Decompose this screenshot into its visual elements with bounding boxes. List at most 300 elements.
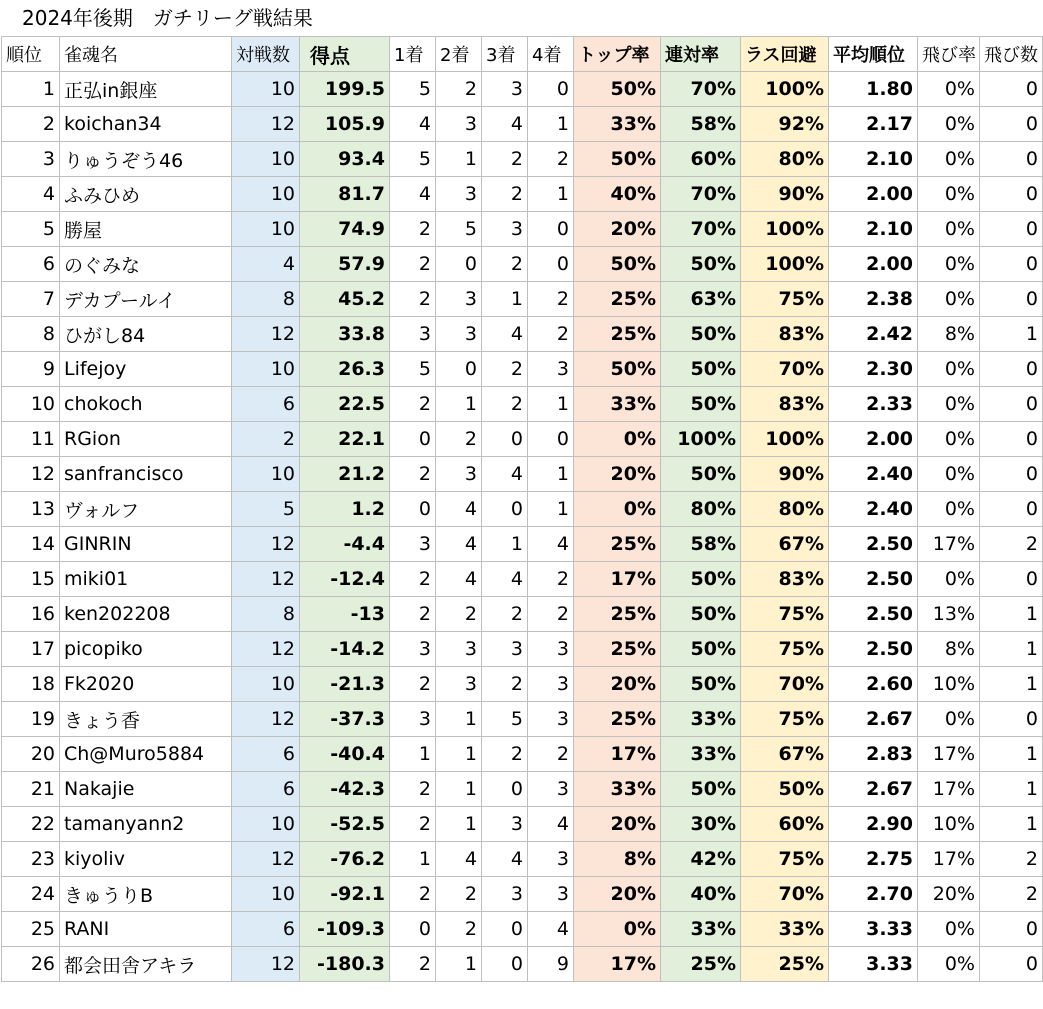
table-row xyxy=(2,142,1043,177)
cell-fourth: 3 xyxy=(528,772,574,807)
cell-bust-count: 1 xyxy=(980,632,1043,667)
cell-points: 21.2 xyxy=(300,457,390,492)
cell-rentai-rate: 63% xyxy=(661,282,741,317)
cell-first: 1 xyxy=(390,737,436,772)
cell-games: 6 xyxy=(232,912,300,947)
cell-rank: 16 xyxy=(2,597,60,632)
cell-top-rate: 33% xyxy=(574,107,661,142)
cell-games: 12 xyxy=(232,702,300,737)
cell-bust-rate: 0% xyxy=(918,702,980,737)
table-row xyxy=(2,807,1043,842)
cell-games: 10 xyxy=(232,212,300,247)
cell-bust-rate: 0% xyxy=(918,352,980,387)
cell-rentai-rate: 33% xyxy=(661,702,741,737)
cell-name: tamanyann2 xyxy=(60,807,232,842)
cell-bust-rate: 10% xyxy=(918,667,980,702)
cell-name: Lifejoy xyxy=(60,352,232,387)
cell-bust-rate: 0% xyxy=(918,72,980,107)
cell-first: 5 xyxy=(390,72,436,107)
cell-rentai-rate: 70% xyxy=(661,177,741,212)
cell-bust-count: 0 xyxy=(980,947,1043,982)
cell-top-rate: 25% xyxy=(574,282,661,317)
cell-bust-count: 0 xyxy=(980,562,1043,597)
cell-third: 0 xyxy=(482,492,528,527)
cell-first: 2 xyxy=(390,667,436,702)
cell-last-avoid: 83% xyxy=(741,317,829,352)
cell-third: 4 xyxy=(482,107,528,142)
header-rank: 順位 xyxy=(2,37,60,72)
cell-bust-rate: 0% xyxy=(918,457,980,492)
cell-second: 1 xyxy=(436,807,482,842)
cell-name: のぐみな xyxy=(60,247,232,282)
cell-rank: 19 xyxy=(2,702,60,737)
cell-second: 2 xyxy=(436,877,482,912)
cell-games: 12 xyxy=(232,562,300,597)
cell-avg-rank: 2.42 xyxy=(829,317,918,352)
cell-points: -109.3 xyxy=(300,912,390,947)
cell-rank: 5 xyxy=(2,212,60,247)
cell-points: 45.2 xyxy=(300,282,390,317)
cell-top-rate: 40% xyxy=(574,177,661,212)
cell-second: 3 xyxy=(436,317,482,352)
cell-first: 3 xyxy=(390,317,436,352)
cell-name: 正弘in銀座 xyxy=(60,72,232,107)
cell-last-avoid: 90% xyxy=(741,177,829,212)
cell-top-rate: 25% xyxy=(574,702,661,737)
cell-last-avoid: 83% xyxy=(741,562,829,597)
cell-second: 3 xyxy=(436,107,482,142)
cell-fourth: 3 xyxy=(528,632,574,667)
cell-points: 74.9 xyxy=(300,212,390,247)
table-row xyxy=(2,912,1043,947)
table-row xyxy=(2,387,1043,422)
cell-first: 3 xyxy=(390,632,436,667)
table-row xyxy=(2,772,1043,807)
cell-third: 4 xyxy=(482,317,528,352)
cell-top-rate: 17% xyxy=(574,737,661,772)
cell-name: chokoch xyxy=(60,387,232,422)
cell-games: 10 xyxy=(232,352,300,387)
cell-third: 2 xyxy=(482,737,528,772)
cell-fourth: 2 xyxy=(528,737,574,772)
cell-games: 2 xyxy=(232,422,300,457)
header-second: 2着 xyxy=(436,37,482,72)
cell-games: 6 xyxy=(232,737,300,772)
cell-games: 10 xyxy=(232,72,300,107)
cell-points: 199.5 xyxy=(300,72,390,107)
cell-rank: 11 xyxy=(2,422,60,457)
cell-first: 2 xyxy=(390,877,436,912)
cell-games: 4 xyxy=(232,247,300,282)
cell-second: 0 xyxy=(436,247,482,282)
cell-last-avoid: 80% xyxy=(741,142,829,177)
cell-second: 1 xyxy=(436,142,482,177)
cell-top-rate: 25% xyxy=(574,317,661,352)
cell-bust-count: 0 xyxy=(980,177,1043,212)
cell-rentai-rate: 25% xyxy=(661,947,741,982)
cell-avg-rank: 2.67 xyxy=(829,772,918,807)
cell-first: 5 xyxy=(390,352,436,387)
table-row xyxy=(2,177,1043,212)
cell-rank: 17 xyxy=(2,632,60,667)
cell-bust-count: 1 xyxy=(980,597,1043,632)
cell-bust-count: 1 xyxy=(980,317,1043,352)
table-row xyxy=(2,107,1043,142)
cell-rentai-rate: 50% xyxy=(661,247,741,282)
cell-second: 3 xyxy=(436,457,482,492)
cell-games: 10 xyxy=(232,807,300,842)
cell-fourth: 0 xyxy=(528,247,574,282)
cell-name: Nakajie xyxy=(60,772,232,807)
cell-top-rate: 0% xyxy=(574,912,661,947)
cell-second: 3 xyxy=(436,632,482,667)
cell-last-avoid: 75% xyxy=(741,842,829,877)
cell-rentai-rate: 50% xyxy=(661,597,741,632)
cell-bust-rate: 0% xyxy=(918,947,980,982)
cell-rank: 7 xyxy=(2,282,60,317)
header-avg-rank: 平均順位 xyxy=(829,37,918,72)
cell-name: 都会田舎アキラ xyxy=(60,947,232,982)
cell-rentai-rate: 70% xyxy=(661,72,741,107)
cell-avg-rank: 2.00 xyxy=(829,247,918,282)
cell-games: 6 xyxy=(232,772,300,807)
cell-fourth: 1 xyxy=(528,177,574,212)
cell-bust-rate: 17% xyxy=(918,842,980,877)
cell-avg-rank: 1.80 xyxy=(829,72,918,107)
cell-avg-rank: 2.67 xyxy=(829,702,918,737)
cell-first: 0 xyxy=(390,422,436,457)
cell-last-avoid: 100% xyxy=(741,247,829,282)
cell-top-rate: 25% xyxy=(574,527,661,562)
cell-name: miki01 xyxy=(60,562,232,597)
cell-bust-rate: 0% xyxy=(918,282,980,317)
cell-rank: 23 xyxy=(2,842,60,877)
cell-games: 10 xyxy=(232,142,300,177)
cell-avg-rank: 2.33 xyxy=(829,387,918,422)
cell-games: 6 xyxy=(232,387,300,422)
cell-bust-count: 0 xyxy=(980,212,1043,247)
cell-top-rate: 20% xyxy=(574,457,661,492)
cell-rentai-rate: 70% xyxy=(661,212,741,247)
cell-third: 0 xyxy=(482,422,528,457)
cell-third: 4 xyxy=(482,457,528,492)
cell-points: -13 xyxy=(300,597,390,632)
cell-bust-rate: 0% xyxy=(918,107,980,142)
cell-rentai-rate: 80% xyxy=(661,492,741,527)
cell-third: 3 xyxy=(482,632,528,667)
cell-bust-rate: 0% xyxy=(918,422,980,457)
cell-first: 3 xyxy=(390,702,436,737)
cell-games: 8 xyxy=(232,282,300,317)
cell-points: 22.1 xyxy=(300,422,390,457)
cell-top-rate: 50% xyxy=(574,72,661,107)
cell-second: 4 xyxy=(436,562,482,597)
cell-first: 2 xyxy=(390,457,436,492)
cell-last-avoid: 75% xyxy=(741,702,829,737)
cell-rentai-rate: 50% xyxy=(661,457,741,492)
cell-avg-rank: 2.50 xyxy=(829,597,918,632)
cell-third: 3 xyxy=(482,212,528,247)
cell-bust-count: 0 xyxy=(980,352,1043,387)
cell-points: 81.7 xyxy=(300,177,390,212)
cell-second: 4 xyxy=(436,492,482,527)
cell-avg-rank: 2.17 xyxy=(829,107,918,142)
cell-name: きゅうりB xyxy=(60,877,232,912)
table-row xyxy=(2,212,1043,247)
cell-bust-count: 2 xyxy=(980,842,1043,877)
cell-third: 2 xyxy=(482,247,528,282)
table-row xyxy=(2,317,1043,352)
cell-name: 勝屋 xyxy=(60,212,232,247)
cell-second: 4 xyxy=(436,842,482,877)
cell-avg-rank: 2.40 xyxy=(829,457,918,492)
cell-first: 4 xyxy=(390,177,436,212)
cell-name: ヴォルフ xyxy=(60,492,232,527)
cell-games: 12 xyxy=(232,632,300,667)
cell-games: 5 xyxy=(232,492,300,527)
cell-name: きょう香 xyxy=(60,702,232,737)
cell-fourth: 1 xyxy=(528,492,574,527)
cell-name: RGion xyxy=(60,422,232,457)
header-last-avoid: ラス回避 xyxy=(741,37,829,72)
cell-name: ふみひめ xyxy=(60,177,232,212)
cell-avg-rank: 2.40 xyxy=(829,492,918,527)
cell-first: 5 xyxy=(390,142,436,177)
cell-third: 0 xyxy=(482,912,528,947)
cell-bust-count: 0 xyxy=(980,422,1043,457)
cell-points: -180.3 xyxy=(300,947,390,982)
cell-last-avoid: 70% xyxy=(741,352,829,387)
cell-bust-rate: 20% xyxy=(918,877,980,912)
cell-rank: 15 xyxy=(2,562,60,597)
header-rentai-rate: 連対率 xyxy=(661,37,741,72)
cell-points: -21.3 xyxy=(300,667,390,702)
cell-rentai-rate: 33% xyxy=(661,912,741,947)
cell-bust-count: 0 xyxy=(980,247,1043,282)
header-games: 対戦数 xyxy=(232,37,300,72)
cell-name: デカプールイ xyxy=(60,282,232,317)
cell-last-avoid: 75% xyxy=(741,282,829,317)
cell-avg-rank: 2.50 xyxy=(829,632,918,667)
cell-rentai-rate: 42% xyxy=(661,842,741,877)
cell-avg-rank: 2.90 xyxy=(829,807,918,842)
table-row xyxy=(2,667,1043,702)
cell-third: 2 xyxy=(482,142,528,177)
cell-avg-rank: 2.83 xyxy=(829,737,918,772)
cell-bust-count: 2 xyxy=(980,877,1043,912)
cell-avg-rank: 2.75 xyxy=(829,842,918,877)
table-row xyxy=(2,562,1043,597)
cell-second: 0 xyxy=(436,352,482,387)
cell-rentai-rate: 100% xyxy=(661,422,741,457)
cell-name: Ch@Muro5884 xyxy=(60,737,232,772)
cell-fourth: 1 xyxy=(528,107,574,142)
cell-avg-rank: 2.50 xyxy=(829,527,918,562)
cell-games: 10 xyxy=(232,177,300,212)
cell-rank: 2 xyxy=(2,107,60,142)
cell-top-rate: 0% xyxy=(574,492,661,527)
cell-first: 2 xyxy=(390,772,436,807)
cell-rank: 4 xyxy=(2,177,60,212)
cell-rentai-rate: 33% xyxy=(661,737,741,772)
header-points: 得点 xyxy=(300,37,390,72)
cell-games: 12 xyxy=(232,527,300,562)
cell-rentai-rate: 40% xyxy=(661,877,741,912)
cell-rank: 12 xyxy=(2,457,60,492)
cell-third: 2 xyxy=(482,387,528,422)
cell-points: 57.9 xyxy=(300,247,390,282)
cell-last-avoid: 60% xyxy=(741,807,829,842)
cell-name: りゅうぞう46 xyxy=(60,142,232,177)
cell-rank: 3 xyxy=(2,142,60,177)
cell-bust-count: 0 xyxy=(980,142,1043,177)
cell-fourth: 2 xyxy=(528,282,574,317)
cell-points: 105.9 xyxy=(300,107,390,142)
cell-bust-count: 0 xyxy=(980,107,1043,142)
table-row xyxy=(2,632,1043,667)
table-row xyxy=(2,527,1043,562)
cell-bust-rate: 8% xyxy=(918,317,980,352)
header-third: 3着 xyxy=(482,37,528,72)
cell-bust-rate: 0% xyxy=(918,492,980,527)
cell-first: 0 xyxy=(390,492,436,527)
cell-points: -40.4 xyxy=(300,737,390,772)
cell-bust-rate: 0% xyxy=(918,247,980,282)
cell-fourth: 0 xyxy=(528,72,574,107)
cell-first: 0 xyxy=(390,912,436,947)
cell-last-avoid: 90% xyxy=(741,457,829,492)
cell-third: 2 xyxy=(482,177,528,212)
cell-points: -76.2 xyxy=(300,842,390,877)
cell-avg-rank: 3.33 xyxy=(829,912,918,947)
cell-fourth: 1 xyxy=(528,457,574,492)
cell-name: GINRIN xyxy=(60,527,232,562)
cell-rentai-rate: 50% xyxy=(661,387,741,422)
table-row xyxy=(2,72,1043,107)
cell-bust-rate: 17% xyxy=(918,772,980,807)
cell-rank: 25 xyxy=(2,912,60,947)
cell-top-rate: 50% xyxy=(574,352,661,387)
header-bust-rate: 飛び率 xyxy=(918,37,980,72)
cell-games: 12 xyxy=(232,107,300,142)
cell-top-rate: 20% xyxy=(574,667,661,702)
cell-rank: 8 xyxy=(2,317,60,352)
cell-top-rate: 0% xyxy=(574,422,661,457)
cell-points: 93.4 xyxy=(300,142,390,177)
cell-top-rate: 8% xyxy=(574,842,661,877)
cell-avg-rank: 2.38 xyxy=(829,282,918,317)
cell-third: 4 xyxy=(482,842,528,877)
cell-first: 2 xyxy=(390,597,436,632)
cell-last-avoid: 100% xyxy=(741,212,829,247)
cell-first: 1 xyxy=(390,842,436,877)
cell-rentai-rate: 58% xyxy=(661,107,741,142)
cell-bust-rate: 0% xyxy=(918,177,980,212)
table-row xyxy=(2,422,1043,457)
table-row xyxy=(2,492,1043,527)
cell-avg-rank: 2.30 xyxy=(829,352,918,387)
cell-bust-count: 1 xyxy=(980,737,1043,772)
cell-bust-rate: 0% xyxy=(918,562,980,597)
header-bust-count: 飛び数 xyxy=(980,37,1043,72)
cell-games: 10 xyxy=(232,667,300,702)
cell-rank: 6 xyxy=(2,247,60,282)
cell-last-avoid: 100% xyxy=(741,422,829,457)
cell-first: 2 xyxy=(390,282,436,317)
cell-rank: 21 xyxy=(2,772,60,807)
cell-points: 33.8 xyxy=(300,317,390,352)
cell-rank: 9 xyxy=(2,352,60,387)
cell-name: Fk2020 xyxy=(60,667,232,702)
cell-points: -37.3 xyxy=(300,702,390,737)
table-row xyxy=(2,702,1043,737)
cell-top-rate: 50% xyxy=(574,247,661,282)
cell-points: -14.2 xyxy=(300,632,390,667)
cell-top-rate: 20% xyxy=(574,877,661,912)
cell-fourth: 3 xyxy=(528,877,574,912)
cell-fourth: 2 xyxy=(528,562,574,597)
cell-last-avoid: 100% xyxy=(741,72,829,107)
cell-last-avoid: 67% xyxy=(741,527,829,562)
cell-avg-rank: 2.50 xyxy=(829,562,918,597)
header-row xyxy=(2,37,1043,72)
cell-third: 0 xyxy=(482,772,528,807)
league-results-table xyxy=(1,36,1043,982)
cell-top-rate: 17% xyxy=(574,947,661,982)
cell-second: 1 xyxy=(436,737,482,772)
cell-third: 1 xyxy=(482,282,528,317)
cell-first: 2 xyxy=(390,387,436,422)
cell-rentai-rate: 50% xyxy=(661,317,741,352)
cell-fourth: 4 xyxy=(528,912,574,947)
cell-games: 8 xyxy=(232,597,300,632)
table-row xyxy=(2,947,1043,982)
cell-fourth: 3 xyxy=(528,702,574,737)
cell-points: 1.2 xyxy=(300,492,390,527)
cell-last-avoid: 50% xyxy=(741,772,829,807)
cell-second: 4 xyxy=(436,527,482,562)
cell-bust-count: 2 xyxy=(980,527,1043,562)
cell-bust-rate: 17% xyxy=(918,527,980,562)
cell-bust-rate: 0% xyxy=(918,387,980,422)
cell-name: koichan34 xyxy=(60,107,232,142)
cell-avg-rank: 2.10 xyxy=(829,142,918,177)
cell-rentai-rate: 50% xyxy=(661,632,741,667)
cell-rentai-rate: 30% xyxy=(661,807,741,842)
cell-rank: 13 xyxy=(2,492,60,527)
table-row xyxy=(2,597,1043,632)
cell-name: ken202208 xyxy=(60,597,232,632)
table-row xyxy=(2,457,1043,492)
cell-avg-rank: 3.33 xyxy=(829,947,918,982)
cell-bust-rate: 0% xyxy=(918,142,980,177)
cell-last-avoid: 70% xyxy=(741,877,829,912)
cell-rentai-rate: 50% xyxy=(661,772,741,807)
cell-rank: 24 xyxy=(2,877,60,912)
cell-bust-count: 0 xyxy=(980,912,1043,947)
cell-fourth: 2 xyxy=(528,597,574,632)
cell-top-rate: 20% xyxy=(574,807,661,842)
cell-third: 3 xyxy=(482,877,528,912)
cell-name: picopiko xyxy=(60,632,232,667)
cell-avg-rank: 2.70 xyxy=(829,877,918,912)
cell-top-rate: 50% xyxy=(574,142,661,177)
cell-games: 12 xyxy=(232,947,300,982)
results-body xyxy=(2,72,1043,982)
cell-rentai-rate: 50% xyxy=(661,352,741,387)
cell-bust-rate: 0% xyxy=(918,212,980,247)
cell-top-rate: 17% xyxy=(574,562,661,597)
